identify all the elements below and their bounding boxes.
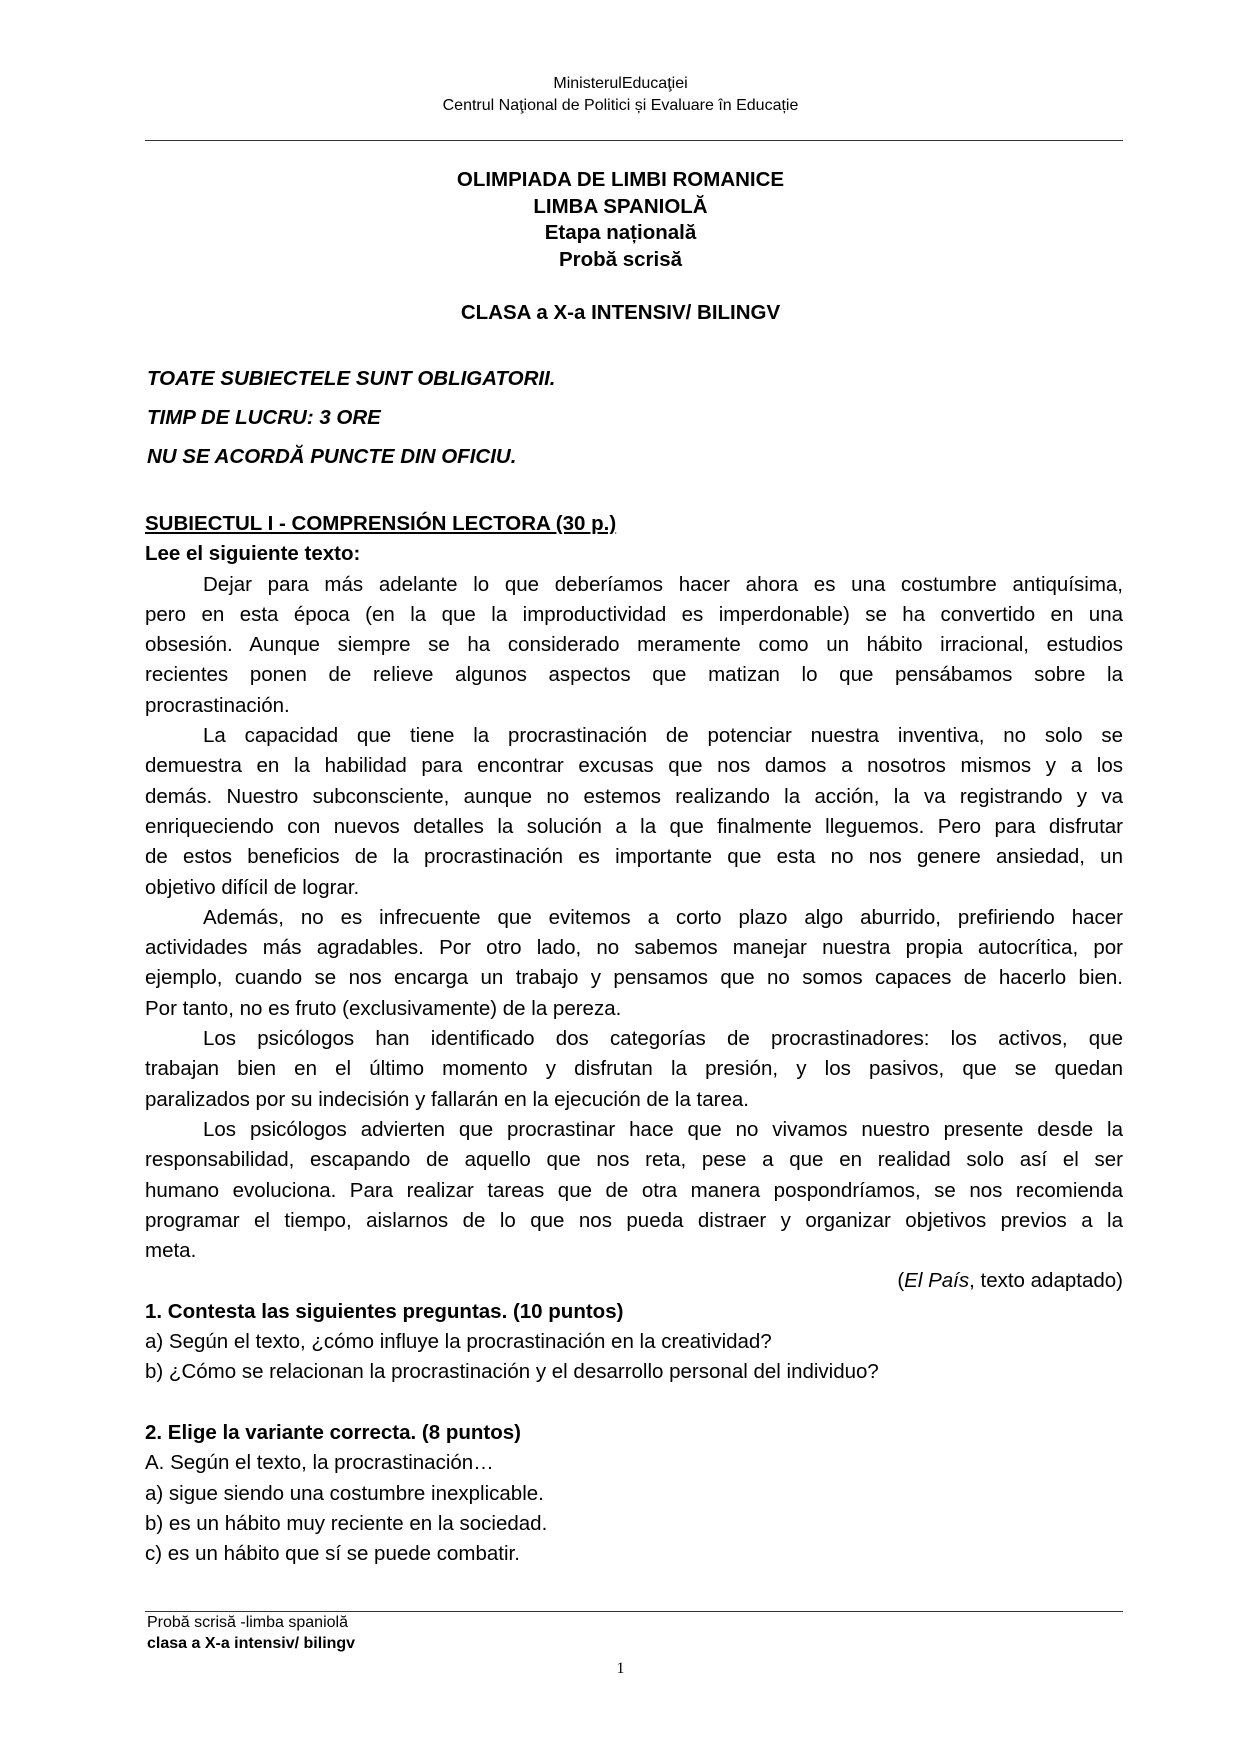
paragraph-line: demás. Nuestro subconsciente, aunque no estemos realizando la acción, la va registrando y va [145, 784, 1123, 808]
paragraph-line: obsesión. Aunque siempre se ha considerado meramente como un hábito irracional, estudios [145, 633, 1123, 657]
paragraph-line: Por tanto, no es fruto (exclusivamente) de la pereza. [145, 996, 622, 1020]
instruction-mandatory: TOATE SUBIECTELE SUNT OBLIGATORII. [147, 367, 556, 390]
paragraph-line: Los psicólogos han identificado dos categorías de procrastinadores: los activos, que [203, 1027, 1123, 1051]
footer-class: clasa a X-a intensiv/ bilingv [147, 1635, 356, 1652]
paragraph-line: Dejar para más adelante lo que deberíamos hacer ahora es una costumbre antiquísima, [203, 572, 1123, 596]
paragraph-line: meta. [145, 1239, 197, 1263]
page-number: 1 [616, 1660, 625, 1677]
paragraph-line: trabajan bien en el último momento y disfrutan la presión, y los pasivos, que se quedan [145, 1057, 1123, 1081]
paragraph-line: recientes ponen de relieve algunos aspectos que matizan lo que pensábamos sobre la [145, 663, 1123, 687]
title-olympiad: OLIMPIADA DE LIMBI ROMANICE [456, 168, 785, 191]
question-1-heading: 1. Contesta las siguientes preguntas. (10 puntos) [145, 1299, 624, 1323]
paragraph-line: procrastinación. [145, 693, 290, 717]
paragraph-line: Además, no es infrecuente que evitemos a corto plazo algo aburrido, prefiriendo hacer [203, 905, 1123, 929]
spacer [145, 1388, 1123, 1418]
exam-body [145, 509, 1123, 1569]
paragraph-line: objetivo difícil de lograr. [145, 875, 360, 899]
source-rest: , texto adaptado) [969, 1269, 1123, 1293]
title-stage: Etapa națională [544, 221, 697, 244]
paragraph-line: programar el tiempo, aislarnos de lo que nos pueda distraer y organizar objetivos previos a la [145, 1208, 1123, 1232]
paragraph-line: La capacidad que tiene la procrastinación de potenciar nuestra inventiva, no solo se [203, 724, 1123, 748]
header-ministry: MinisterulEducaţiei [553, 75, 688, 92]
footer-rule [145, 1611, 1123, 1612]
question-1b: b) ¿Cómo se relacionan la procrastinación y el desarrollo personal del individuo? [145, 1360, 879, 1384]
question-1a: a) Según el texto, ¿cómo influye la procrastinación en la creatividad? [145, 1330, 772, 1354]
paragraph-line: paralizados por su indecisión y fallarán en la ejecución de la tarea. [145, 1087, 749, 1111]
source-paren: ( [897, 1269, 905, 1293]
paragraph-line: Los psicólogos advierten que procrastinar hace que no vivamos nuestro presente desde la [203, 1117, 1123, 1141]
question-2-heading: 2. Elige la variante correcta. (8 puntos) [145, 1420, 521, 1444]
instruction-no-points: NU SE ACORDĂ PUNCTE DIN OFICIU. [147, 445, 517, 468]
source-name: El País [904, 1269, 970, 1293]
paragraph-line: demuestra en la habilidad para encontrar excusas que nos damos a nosotros mismos y a los [145, 754, 1123, 778]
subject-heading: SUBIECTUL I - COMPRENSIÓN LECTORA (30 p.) [145, 512, 617, 535]
title-class: CLASA a X-a INTENSIV/ BILINGV [460, 301, 781, 324]
footer-test: Probă scrisă -limba spaniolă [147, 1614, 348, 1631]
title-test: Probă scrisă [558, 248, 683, 271]
paragraph-line: enriqueciendo con nuevos detalles la solución a la que finalmente lleguemos. Pero para disfrutar [145, 814, 1123, 838]
paragraph-line: pero en esta época (en la que la improductividad es imperdonable) se ha convertido en una [145, 602, 1123, 626]
option-b: b) es un hábito muy reciente en la sociedad. [145, 1511, 548, 1535]
reading-intro: Lee el siguiente texto: [145, 542, 361, 566]
header-center: Centrul Naţional de Politici și Evaluare în Educație [442, 97, 799, 114]
header-rule [145, 140, 1123, 141]
option-a: a) sigue siendo una costumbre inexplicable. [145, 1481, 544, 1505]
instruction-time: TIMP DE LUCRU: 3 ORE [147, 406, 381, 429]
option-c: c) es un hábito que sí se puede combatir. [145, 1542, 520, 1566]
paragraph-line: responsabilidad, escapando de aquello que nos reta, pese a que en realidad solo así el ser [145, 1148, 1123, 1172]
source-citation [145, 1266, 1123, 1296]
reading-text [145, 570, 1123, 1267]
paragraph-line: humano evoluciona. Para realizar tareas que de otra manera pospondríamos, se nos recomienda [145, 1178, 1123, 1202]
paragraph-line: ejemplo, cuando se nos encarga un trabajo y pensamos que no somos capaces de hacerlo bien. [145, 966, 1123, 990]
question-2-stem: A. Según el texto, la procrastinación… [145, 1451, 494, 1475]
paragraph-line: de estos beneficios de la procrastinación es importante que esta no nos genere ansiedad, un [145, 845, 1123, 869]
title-language: LIMBA SPANIOLĂ [533, 195, 708, 218]
paragraph-line: actividades más agradables. Por otro lado, no sabemos manejar nuestra propia autocrítica, por [145, 936, 1123, 960]
